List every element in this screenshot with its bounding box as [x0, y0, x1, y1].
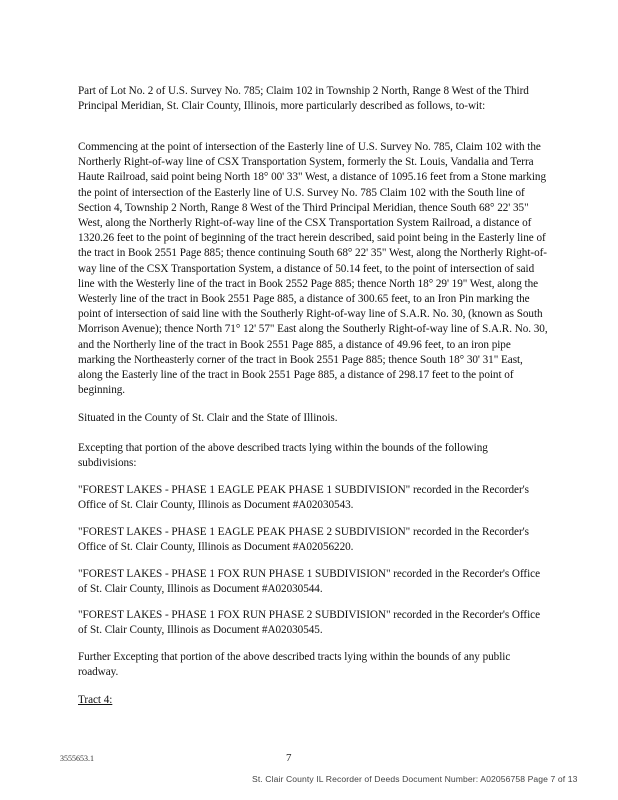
subdivision-fox-run-2: "FOREST LAKES - PHASE 1 FOX RUN PHASE 2 SUBDIVISION" recorded in the Recorder's Office of St. Clair County, Illinois as Document #A02030545.	[78, 609, 540, 637]
recorder-stamp-line: St. Clair County IL Recorder of Deeds Document Number: A02056758 Page 7 of 13	[252, 774, 578, 784]
subdivision-eagle-peak-2: "FOREST LAKES - PHASE 1 EAGLE PEAK PHASE 2 SUBDIVISION" recorded in the Recorder's Office of St. Clair County, Illinois as Document #A02056220.	[78, 526, 529, 554]
page-number: 7	[286, 752, 292, 764]
subdivision-eagle-peak-1: "FOREST LAKES - PHASE 1 EAGLE PEAK PHASE 1 SUBDIVISION" recorded in the Recorder's Office of St. Clair County, Illinois as Document #A02030543.	[78, 484, 529, 512]
roadway-exception: Further Excepting that portion of the above described tracts lying within the bounds of any public roadway.	[78, 651, 511, 679]
county-state-statement: Situated in the County of St. Clair and the State of Illinois.	[78, 412, 338, 424]
exception-intro: Excepting that portion of the above described tracts lying within the bounds of the following subdivisions:	[78, 442, 488, 470]
legal-description-intro: Part of Lot No. 2 of U.S. Survey No. 785; Claim 102 in Township 2 North, Range 8 West of the Third Principal Meridian, St. Clair County, Illinois, more particularly described as follows, to-wit:	[78, 85, 529, 113]
legal-description-body: Commencing at the point of intersection of the Easterly line of U.S. Survey No. 785, Claim 102 with the Northerly Right-of-way line of CSX Transportation System, formerly the St. Louis, Vandalia and Terra Haute Railroad, said point being North 18° 00' 33" West, a distance of 1095.16 feet from a Stone marking the point of intersection of the Easterly line of U.S. Survey No. 785 Claim 102 with the South line of Section 4, Township 2 North, Range 8 West of the Third Principal Meridian, thence South 68° 22' 35" West, along the Northerly Right-of-way line of the CSX Transportation System Railroad, a distance of 1320.26 feet to the point of beginning of the tract herein described, said point being in the Easterly line of the tract in Book 2551 Page 885; thence continuing South 68° 22' 35" West, along the Northerly Right-of-way line of the CSX Transportation System, a distance of 50.14 feet, to the point of intersection of said line with the Westerly line of the tract in Book 2552 Page 885; thence North 18° 29' 19" West, along the Westerly line of the tract in Book 2551 Page 885, a distance of 300.65 feet, to an Iron Pin marking the point of intersection of said line with the Southerly Right-of-way line of S.A.R. No. 30, (known as South Morrison Avenue); thence North 71° 12' 57" East along the Southerly Right-of-way line of S.A.R. No. 30, and the Northerly line of the tract in Book 2551 Page 885, a distance of 49.96 feet, to an iron pipe marking the Northeasterly corner of the tract in Book 2551 Page 885; thence South 18° 30' 31" East, along the Easterly line of the tract in Book 2551 Page 885, a distance of 298.17 feet to the point of beginning.	[78, 141, 548, 397]
document-id: 3555653.1	[60, 754, 94, 763]
subdivision-fox-run-1: "FOREST LAKES - PHASE 1 FOX RUN PHASE 1 SUBDIVISION" recorded in the Recorder's Office of St. Clair County, Illinois as Document #A02030544.	[78, 568, 540, 596]
tract-heading: Tract 4:	[78, 694, 113, 706]
